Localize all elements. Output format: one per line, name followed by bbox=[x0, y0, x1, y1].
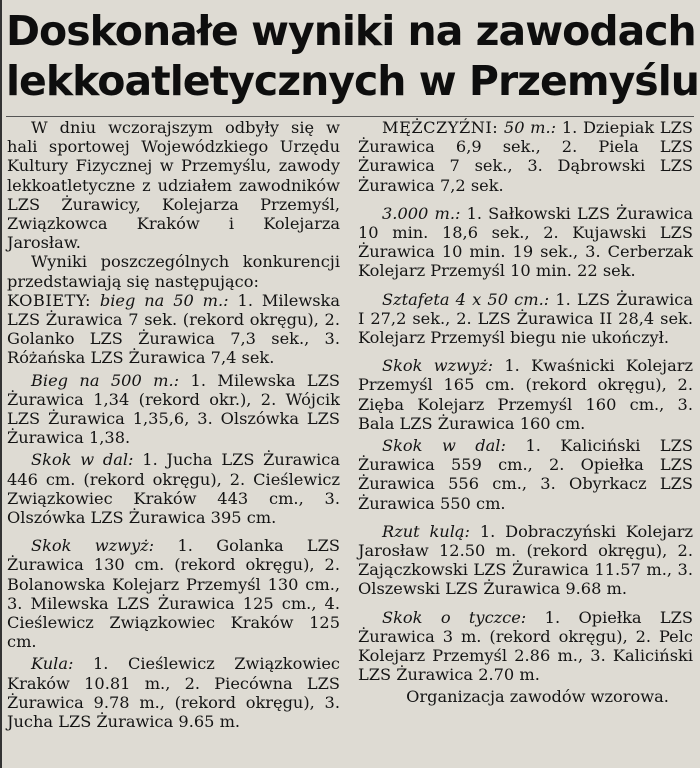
women-shot-put-result bbox=[7, 654, 340, 731]
event-label: Skok w dal: bbox=[31, 450, 134, 470]
event-label: Bieg na 500 m.: bbox=[31, 370, 180, 390]
event-label: bieg na 50 m.: bbox=[99, 290, 229, 310]
event-results: 1. Kaliciński LZS Żurawica 559 cm., 2. Opiełka LZS Żurawica 556 cm., 3. Obyrkacz LZS Żurawica 550 cm. bbox=[358, 436, 694, 513]
women-long-jump-result bbox=[7, 450, 340, 527]
event-results: 1. Kwaśnicki Kolejarz Przemyśl 165 cm. (rekord okręgu), 2. Zięba Kolejarz Przemyśl 160 cm., 3. Bala LZS Żurawica 160 cm. bbox=[358, 356, 693, 433]
men-pole-vault-result bbox=[358, 608, 693, 685]
headline-line-1: Doskonałe wyniki na zawodach bbox=[6, 7, 696, 55]
men-heading: MĘŻCZYŹNI: bbox=[382, 118, 499, 137]
women-500m-result bbox=[7, 371, 340, 448]
event-results: 1. Jucha LZS Żurawica 446 cm. (rekord okręgu), 2. Cieślewicz Związkowiec Kraków 443 cm., 3. Olszówka LZS Żurawica 395 cm. bbox=[7, 450, 340, 528]
men-high-jump-result bbox=[358, 356, 693, 433]
women-high-jump-result bbox=[7, 536, 340, 651]
event-results: 1. Sałkowski LZS Żurawica 10 min. 18,6 sek., 2. Kujawski LZS Żurawica 10 min. 19 sek., 3. Cerberzak Kolejarz Przemyśl 10 min. 22 sek. bbox=[358, 203, 693, 281]
event-label: Kula: bbox=[31, 654, 74, 674]
event-label: Skok w dal: bbox=[382, 436, 506, 456]
headline-rule bbox=[6, 116, 694, 117]
column-right bbox=[358, 118, 693, 707]
results-intro: Wyniki poszczególnych konkurencji przedstawiają się następująco: bbox=[7, 252, 340, 291]
women-50m-result bbox=[7, 291, 340, 368]
event-label: Skok wzwyż: bbox=[31, 536, 155, 556]
event-label: Skok o tyczce: bbox=[382, 607, 527, 627]
men-relay-result bbox=[358, 290, 693, 348]
event-label: Rzut kulą: bbox=[382, 521, 470, 541]
event-label: 50 m.: bbox=[503, 118, 557, 137]
event-results: 1. Milewska LZS Żurawica 7 sek. (rekord okręgu), 2. Golanko LZS Żurawica 7,3 sek., 3. Różańska LZS Żurawica 7,4 sek. bbox=[7, 290, 340, 368]
event-results: 1. Dziepiak LZS Żurawica 6,9 sek., 2. Piela LZS Żurawica 7 sek., 3. Dąbrowski LZS Żurawica 7,2 sek. bbox=[358, 118, 693, 195]
event-results: 1. Golanka LZS Żurawica 130 cm. (rekord okręgu), 2. Bolanowska Kolejarz Przemyśl 130 cm., 3. Milewska LZS Żurawica 125 cm., 4. Cieślewicz Związkowiec Kraków 125 cm. bbox=[7, 536, 340, 652]
event-results: 1. LZS Żurawica I 27,2 sek., 2. LZS Żurawica II 28,4 sek. Kolejarz Przemyśl biegu nie ukończył. bbox=[358, 289, 693, 348]
event-results: 1. Cieślewicz Związkowiec Kraków 10.81 m., 2. Piecówna LZS Żurawica 9.78 m., (rekord okręgu), 3. Jucha LZS Żurawica 9.65 m. bbox=[7, 654, 340, 732]
closing-remark: Organizacja zawodów wzorowa. bbox=[406, 687, 669, 707]
intro-paragraph: W dniu wczorajszym odbyły się w hali sportowej Wojewódzkiego Urzędu Kultury Fizycznej w Przemyślu, zawody lekkoatletyczne z udziałem zawodników LZS Żurawicy, Kolejarza Przemyśl, Związkowca Kraków i Kolejarza Jarosław. bbox=[7, 118, 340, 253]
men-long-jump-result bbox=[358, 436, 693, 513]
men-3000m-result bbox=[358, 204, 693, 281]
men-shot-put-result bbox=[358, 522, 693, 599]
men-50m-result bbox=[358, 118, 693, 195]
event-results: 1. Opiełka LZS Żurawica 3 m. (rekord okręgu), 2. Pelc Kolejarz Przemyśl 2.86 m., 3. Kaliciński LZS Żurawica 2.70 m. bbox=[358, 607, 693, 685]
event-results: 1. Dobraczyński Kolejarz Jarosław 12.50 m. (rekord okręgu), 2. Zajączkowski LZS Żurawica 11.57 m., 3. Olszewski LZS Żurawica 9.68 m. bbox=[358, 521, 693, 599]
event-label: 3.000 m.: bbox=[382, 203, 461, 223]
event-results: 1. Milewska LZS Żurawica 1,34 (rekord okr.), 2. Wójcik LZS Żurawica 1,35,6, 3. Olszówka LZS Żurawica 1,38. bbox=[7, 370, 340, 448]
headline-line-2: lekkoatletycznych w Przemyślu bbox=[6, 57, 699, 105]
headline bbox=[6, 6, 699, 106]
column-left bbox=[7, 118, 340, 731]
women-heading: KOBIETY: bbox=[7, 290, 91, 310]
event-label: Skok wzwyż: bbox=[382, 356, 494, 376]
event-label: Sztafeta 4 x 50 cm.: bbox=[382, 289, 550, 309]
